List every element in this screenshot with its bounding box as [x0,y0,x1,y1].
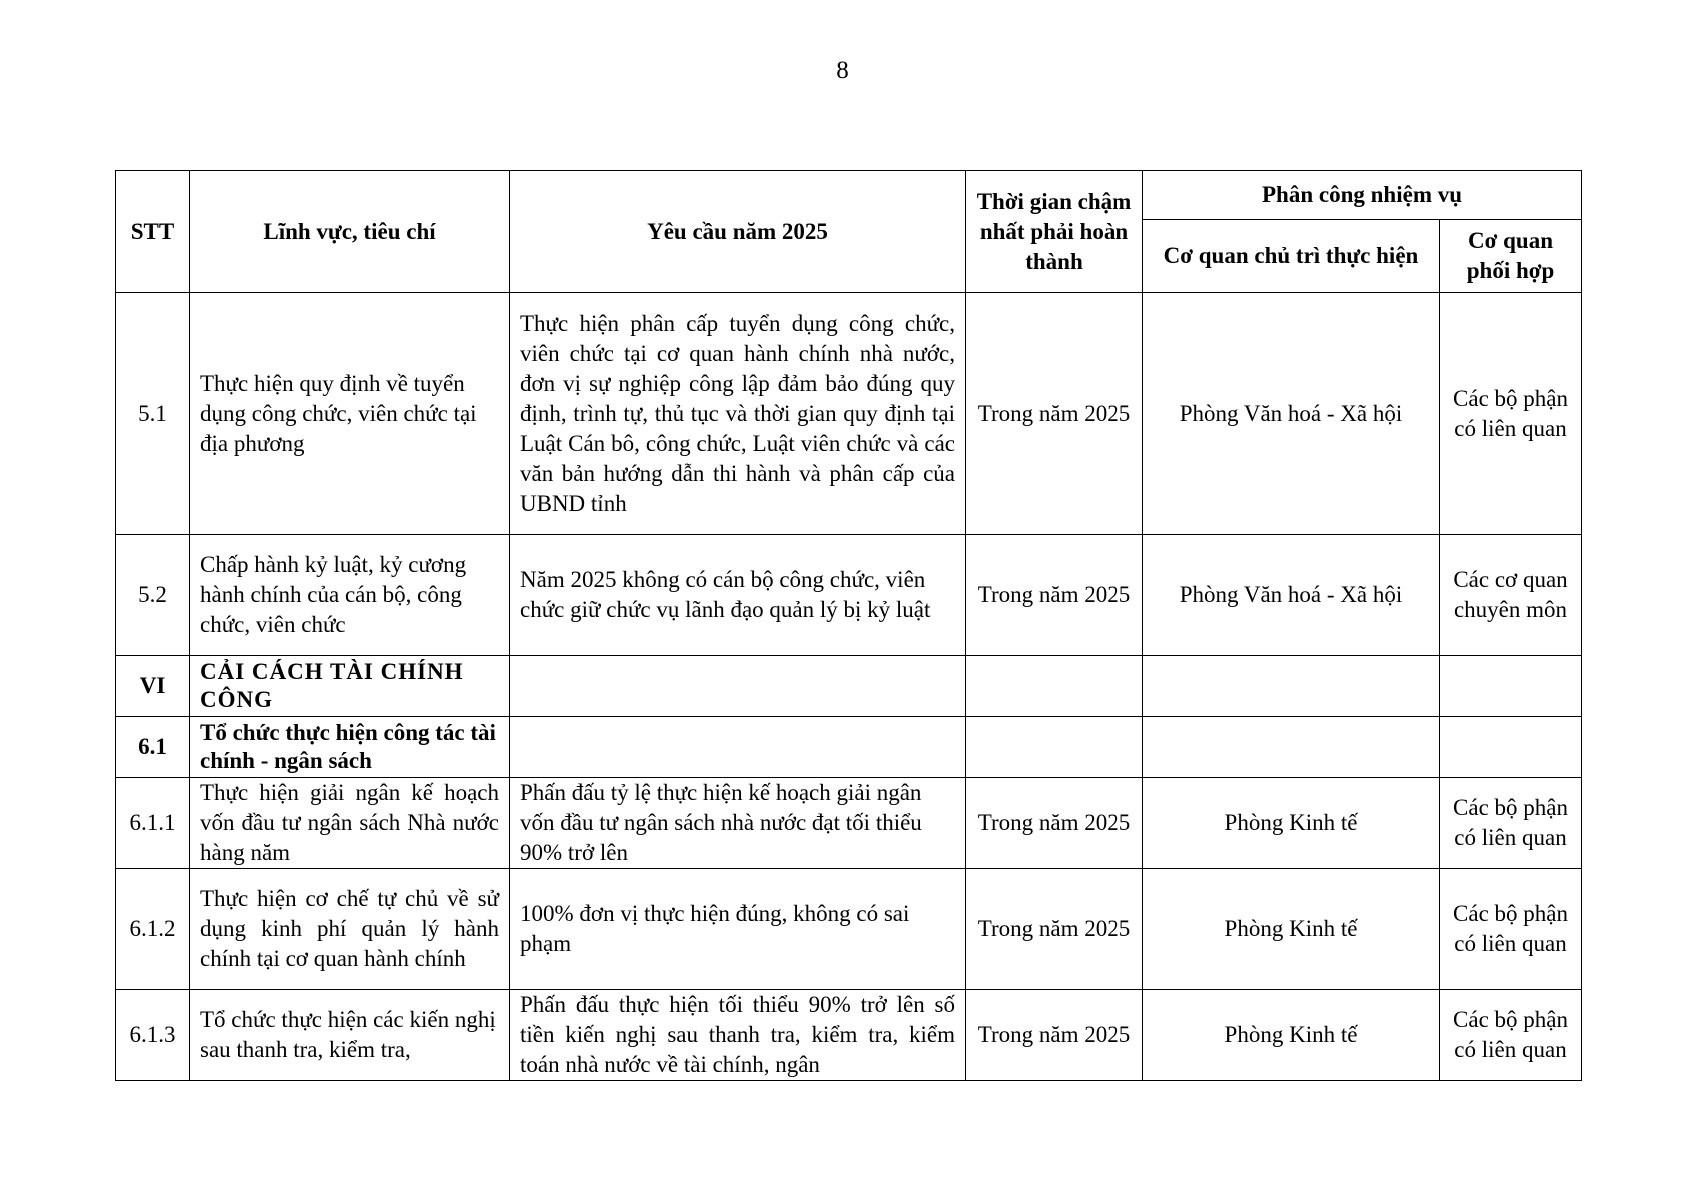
empty-cell [966,717,1143,778]
empty-cell [1440,717,1582,778]
row-coordinate: Các bộ phận có liên quan [1440,990,1582,1081]
header-stt: STT [116,171,190,293]
task-assignment-table [115,170,1582,1081]
row-deadline: Trong năm 2025 [966,990,1143,1081]
table-row [116,869,1582,990]
row-coordinate: Các bộ phận có liên quan [1440,293,1582,535]
section-stt: VI [116,656,190,717]
empty-cell [510,656,966,717]
row-field: Chấp hành kỷ luật, kỷ cương hành chính của cán bộ, công chức, viên chức [190,535,510,656]
row-deadline: Trong năm 2025 [966,869,1143,990]
row-lead: Phòng Kinh tế [1143,778,1440,869]
row-stt: 6.1.1 [116,778,190,869]
empty-cell [1440,656,1582,717]
row-coordinate: Các cơ quan chuyên môn [1440,535,1582,656]
row-coordinate: Các bộ phận có liên quan [1440,778,1582,869]
table-row [116,778,1582,869]
subsection-title: Tổ chức thực hiện công tác tài chính - ngân sách [190,717,510,778]
row-coordinate: Các bộ phận có liên quan [1440,869,1582,990]
row-field: Thực hiện quy định về tuyển dụng công chức, viên chức tại địa phương [190,293,510,535]
row-field: Tổ chức thực hiện các kiến nghị sau thanh tra, kiểm tra, [190,990,510,1081]
row-requirement: Phấn đấu thực hiện tối thiểu 90% trở lên số tiền kiến nghị sau thanh tra, kiểm tra, kiểm toán nhà nước về tài chính, ngân [510,990,966,1081]
header-lead: Cơ quan chủ trì thực hiện [1143,220,1440,293]
row-deadline: Trong năm 2025 [966,535,1143,656]
row-field: Thực hiện giải ngân kế hoạch vốn đầu tư ngân sách Nhà nước hàng năm [190,778,510,869]
subsection-row [116,717,1582,778]
empty-cell [510,717,966,778]
row-requirement: Thực hiện phân cấp tuyển dụng công chức, viên chức tại cơ quan hành chính nhà nước, đơn vị sự nghiệp công lập đảm bảo đúng quy định, trình tự, thủ tục và thời gian quy định tại Luật Cán bô, công chức, Luật viên chức và các văn bản hướng dẫn thi hành và phân cấp của UBND tỉnh [510,293,966,535]
row-deadline: Trong năm 2025 [966,293,1143,535]
header-field: Lĩnh vực, tiêu chí [190,171,510,293]
row-lead: Phòng Văn hoá - Xã hội [1143,535,1440,656]
header-row [116,171,1582,220]
row-requirement: 100% đơn vị thực hiện đúng, không có sai phạm [510,869,966,990]
subsection-stt: 6.1 [116,717,190,778]
row-lead: Phòng Kinh tế [1143,869,1440,990]
table-row [116,293,1582,535]
header-deadline: Thời gian chậm nhất phải hoàn thành [966,171,1143,293]
row-stt: 6.1.2 [116,869,190,990]
section-row [116,656,1582,717]
table-row [116,535,1582,656]
header-assignment: Phân công nhiệm vụ [1143,171,1582,220]
row-field: Thực hiện cơ chế tự chủ về sử dụng kinh phí quản lý hành chính tại cơ quan hành chính [190,869,510,990]
empty-cell [966,656,1143,717]
row-stt: 5.1 [116,293,190,535]
empty-cell [1143,717,1440,778]
header-coordinate: Cơ quan phối hợp [1440,220,1582,293]
page-number: 8 [836,57,849,84]
row-lead: Phòng Kinh tế [1143,990,1440,1081]
empty-cell [1143,656,1440,717]
row-deadline: Trong năm 2025 [966,778,1143,869]
row-stt: 6.1.3 [116,990,190,1081]
row-stt: 5.2 [116,535,190,656]
header-requirement: Yêu cầu năm 2025 [510,171,966,293]
row-requirement: Phấn đấu tỷ lệ thực hiện kế hoạch giải ngân vốn đầu tư ngân sách nhà nước đạt tối thiểu 90% trở lên [510,778,966,869]
section-title: CẢI CÁCH TÀI CHÍNH CÔNG [190,656,510,717]
row-lead: Phòng Văn hoá - Xã hội [1143,293,1440,535]
table-row [116,990,1582,1081]
row-requirement: Năm 2025 không có cán bộ công chức, viên chức giữ chức vụ lãnh đạo quản lý bị kỷ luật [510,535,966,656]
